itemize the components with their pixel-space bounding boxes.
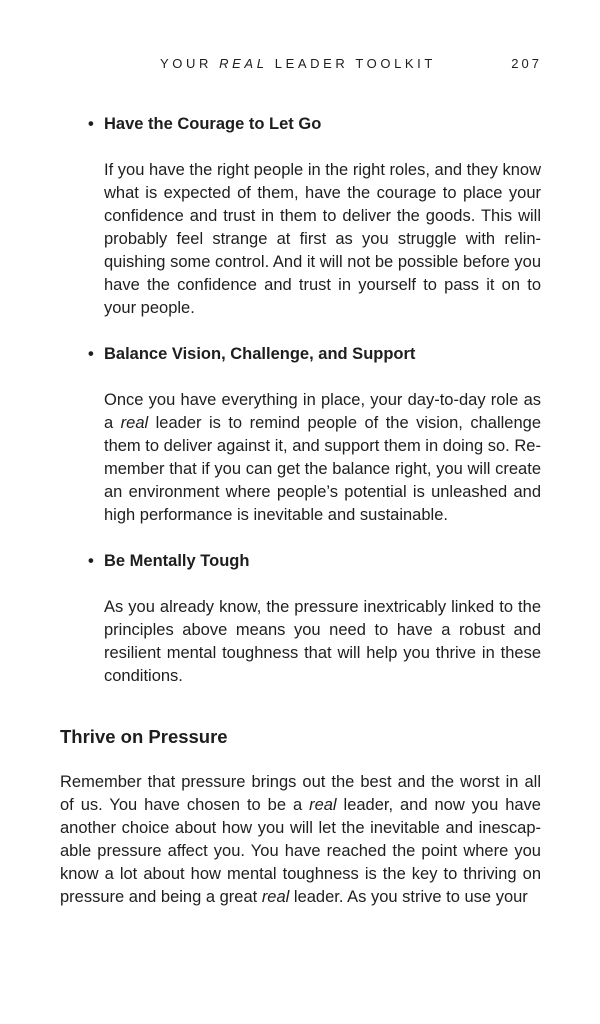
bullet-paragraph: As you already know, the pressure inextricably linked to the principles above means you need to have a robust and resilient mental toughness that will help you thrive in these conditions. — [104, 598, 541, 685]
bullet-paragraph: If you have the right people in the right roles, and they know what is expected of them, have the courage to place your confidence and trust in them to deliver the goods. This will probably feel strange at first as you struggle with relinquishing some control. And it will not be possible before you have the confidence and trust in yourself to pass it on to your people. — [104, 161, 541, 317]
page-body — [60, 113, 541, 909]
paragraph-text: Once you have everything in place, your day-to-day role as a — [104, 391, 541, 432]
page-header — [0, 56, 600, 76]
bullet-item-courage — [60, 113, 541, 320]
paragraph-text: leader, and now you have another choice about how you will let the inevitable and inescapable pressure affect you. You have reached the point where you know a lot about how mental toughness is the key to thriving on pressure and being a great — [60, 796, 541, 906]
paragraph-emphasis: real — [309, 796, 337, 814]
paragraph-emphasis: real — [261, 888, 290, 906]
paragraph-text: Remember that pressure brings out the best and the worst in all of us. You have chosen to be a — [60, 773, 541, 814]
paragraph-emphasis: real — [120, 414, 149, 432]
paragraph-text: leader is to remind people of the vision, challenge them to deliver against it, and support them in doing so. Remember that if you can get the balance right, you will create an environment where people’s potential is unleashed and high performance is inevitable and sustainable. — [104, 414, 541, 524]
running-head — [160, 56, 436, 71]
section-heading: Thrive on Pressure — [60, 726, 228, 747]
bullet-heading: • Balance Vision, Challenge, and Support — [88, 343, 541, 366]
bullet-heading: • Have the Courage to Let Go — [88, 113, 541, 136]
running-head-post: LEADER TOOLKIT — [267, 56, 436, 71]
bullet-item-balance — [60, 343, 541, 527]
running-head-pre: YOUR — [160, 56, 220, 71]
paragraph-text: leader. As you strive to use your — [289, 888, 528, 906]
bullet-paragraph — [104, 389, 541, 527]
running-head-emphasis: REAL — [219, 56, 268, 71]
bullet-item-tough — [60, 550, 541, 688]
bullet-heading: • Be Mentally Tough — [88, 550, 541, 573]
page-number: 207 — [511, 56, 542, 71]
section-paragraph — [60, 771, 541, 909]
